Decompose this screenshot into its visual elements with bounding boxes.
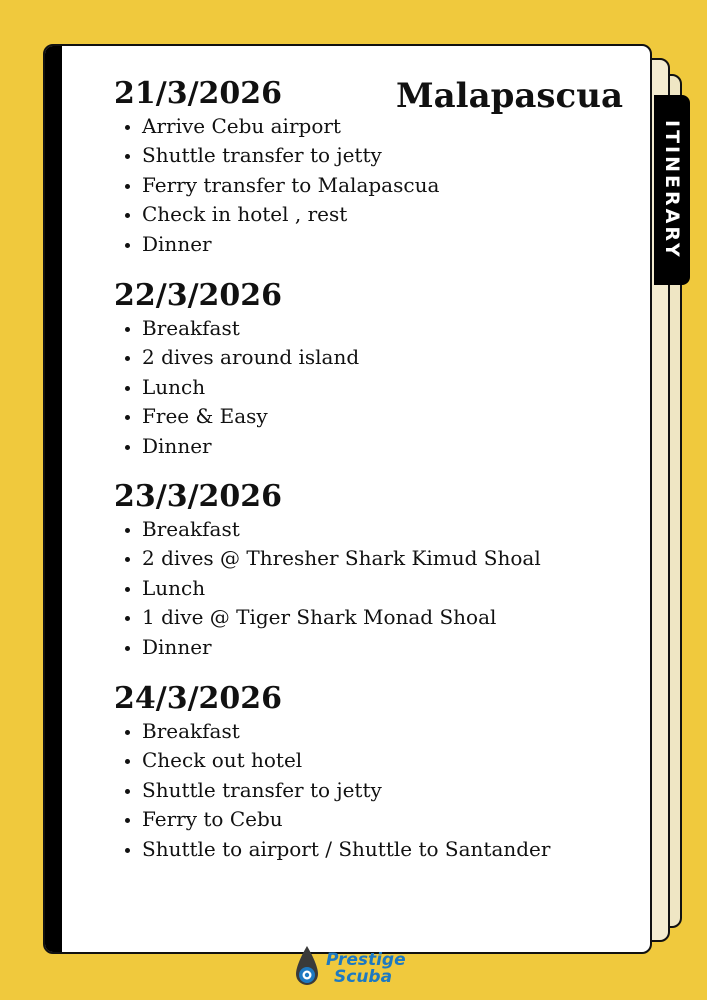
page-title: Malapascua (396, 76, 624, 116)
list-item: • Dinner (142, 230, 439, 259)
list-item: • 2 dives around island (142, 343, 359, 372)
water-drop-icon (290, 944, 324, 994)
prestige-scuba-logo (290, 944, 430, 994)
list-item: • 2 dives @ Thresher Shark Kimud Shoal (142, 544, 541, 573)
list-item: • Breakfast (142, 515, 541, 544)
day-date: 23/3/2026 (114, 479, 283, 514)
list-item: • Check out hotel (142, 746, 550, 775)
list-item: • 1 dive @ Tiger Shark Monad Shoal (142, 603, 541, 632)
list-item: • Breakfast (142, 314, 359, 343)
list-item: • Shuttle to airport / Shuttle to Santander (142, 835, 550, 864)
logo-text-line1: Prestige (326, 950, 406, 970)
list-item: • Free & Easy (142, 402, 359, 431)
day-activities (114, 112, 439, 259)
list-item: • Ferry transfer to Malapascua (142, 171, 439, 200)
day-date: 22/3/2026 (114, 278, 283, 313)
list-item: • Dinner (142, 432, 359, 461)
itinerary-tab (654, 95, 690, 285)
day-activities (114, 717, 550, 864)
list-item: • Breakfast (142, 717, 550, 746)
itinerary-tab-label: ITINERARY (661, 120, 683, 260)
list-item: • Shuttle transfer to jetty (142, 141, 439, 170)
list-item: • Dinner (142, 633, 541, 662)
list-item: • Check in hotel , rest (142, 200, 439, 229)
day-section (114, 681, 550, 864)
list-item: • Lunch (142, 373, 359, 402)
day-section (114, 278, 359, 461)
list-item: • Ferry to Cebu (142, 805, 550, 834)
list-item: • Shuttle transfer to jetty (142, 776, 550, 805)
day-section (114, 76, 439, 259)
day-date: 24/3/2026 (114, 681, 283, 716)
page-spine (45, 46, 62, 952)
day-date: 21/3/2026 (114, 76, 283, 111)
day-section (114, 479, 541, 662)
day-activities (114, 314, 359, 461)
list-item: • Lunch (142, 574, 541, 603)
list-item: • Arrive Cebu airport (142, 112, 439, 141)
logo-text-line2: Scuba (334, 967, 393, 987)
day-activities (114, 515, 541, 662)
